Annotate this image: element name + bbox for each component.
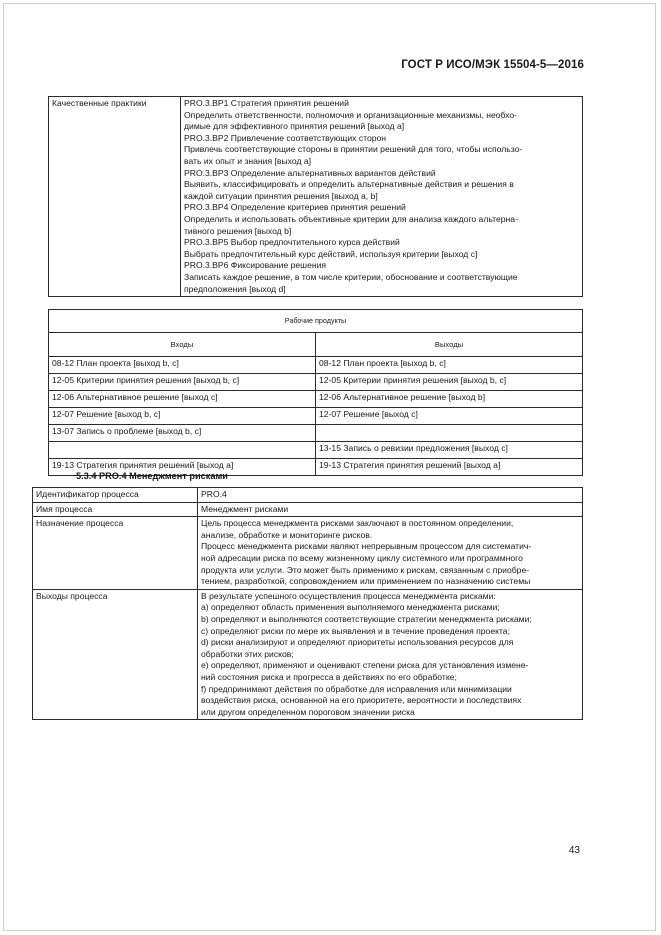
outputs-header: Выходы [316, 333, 583, 357]
input-cell: 19-13 Стратегия принятия решений [выход a] [49, 459, 316, 476]
practices-content [181, 97, 583, 297]
purpose-line: продукта или услуги. Это может быть применимо к рискам, связанным с приобре- [201, 564, 530, 575]
output-line: b) определяют и выполняются соответствующие стратегии менеджмента рисками; [201, 613, 532, 624]
work-products-title: Рабочие продукты [49, 310, 583, 333]
output-cell: 12-05 Критерии принятия решения [выход b, c] [316, 374, 583, 391]
output-cell: 19-13 Стратегия принятия решений [выход a] [316, 459, 583, 476]
output-cell: 12-06 Альтернативное решение [выход b] [316, 391, 583, 408]
practice-line: PRO.3.BP4 Определение критериев принятия решений [184, 202, 406, 213]
output-line: ний состояния риска и прогресса в действиях по его обработке; [201, 671, 457, 682]
output-line: d) риски анализируют и определяют приоритеты использования ресурсов для [201, 637, 514, 648]
document-header: ГОСТ Р ИСО/МЭК 15504-5—2016 [401, 59, 584, 71]
process-name-label: Имя процесса [33, 502, 198, 517]
process-outputs-content [198, 589, 583, 720]
process-name-value: Менеджмент рисками [198, 502, 583, 517]
table-row [49, 442, 583, 459]
practice-line: PRO.3.BP3 Определение альтернативных вариантов действий [184, 167, 436, 178]
purpose-line: Процесс менеджмента рисками являют непрерывным процессом для систематич- [201, 541, 532, 552]
practice-line: Определить и использовать объективные критерии для анализа каждого альтерна- [184, 213, 518, 224]
table-row [49, 374, 583, 391]
input-cell: 08-12 План проекта [выход b, c] [49, 357, 316, 374]
practice-line: димые для эффективного принятия решений [выход a] [184, 121, 405, 132]
output-line: воздействия риска, основанной на его приоритете, вероятности и последствиях [201, 695, 522, 706]
output-line: e) определяют, применяют и оценивают степени риска для установления измене- [201, 660, 529, 671]
table-row [49, 408, 583, 425]
purpose-line: Цель процесса менеджмента рисками заключают в постоянном определении, [201, 518, 514, 529]
work-products-table [48, 309, 583, 476]
practices-table [48, 96, 583, 297]
section-heading: 5.3.4 PRO.4 Менеджмент рисками [76, 471, 228, 481]
output-cell [316, 425, 583, 442]
table-row [49, 357, 583, 374]
practice-line: PRO.3.BP2 Привлечение соответствующих сторон [184, 132, 387, 143]
practices-label: Качественные практики [49, 97, 181, 297]
input-cell: 12-07 Решение [выход b, c] [49, 408, 316, 425]
process-id-label: Идентификатор процесса [33, 488, 198, 503]
process-purpose-content [198, 517, 583, 590]
output-line: a) определяют область применения выполняемого менеджмента рисками; [201, 602, 500, 613]
practice-line: PRO.3.BP6 Фиксирование решения [184, 260, 327, 271]
output-cell: 13-15 Запись о ревизии предложения [выход c] [316, 442, 583, 459]
output-line: или другом определенном пороговом значении риска [201, 706, 415, 717]
practice-line: каждой ситуации принятия решения [выход a, b] [184, 190, 378, 201]
process-table [32, 487, 583, 720]
process-outputs-label: Выходы процесса [33, 589, 198, 720]
purpose-line: ной адресации риска по всему жизненному циклу системного или программного [201, 552, 523, 563]
inputs-header: Входы [49, 333, 316, 357]
output-line: обработки этих рисков; [201, 648, 294, 659]
output-line: В результате успешного осуществления процесса менеджмента рисками: [201, 590, 496, 601]
output-line: f) предпринимают действия по обработке для исправления или минимизации [201, 683, 512, 694]
input-cell: 12-06 Альтернативное решение [выход c] [49, 391, 316, 408]
output-line: c) определяют риски по мере их выявления и в течение проведения проекта; [201, 625, 510, 636]
purpose-line: тением, разработкой, сопровождением или применением по назначению системы [201, 576, 531, 587]
practice-line: Записать каждое решение, в том числе критерии, обоснование и соответствующие [184, 271, 518, 282]
practice-line: вать их опыт и знания [выход a] [184, 155, 312, 166]
practice-line: PRO.3.BP1 Стратегия принятия решений [184, 98, 349, 108]
practice-line: PRO.3.BP5 Выбор предпочтительного курса действий [184, 237, 400, 248]
output-cell: 08-12 План проекта [выход b, c] [316, 357, 583, 374]
output-cell: 12-07 Решение [выход c] [316, 408, 583, 425]
input-cell: 13-07 Запись о проблеме [выход b, c] [49, 425, 316, 442]
process-purpose-label: Назначение процесса [33, 517, 198, 590]
input-cell [49, 442, 316, 459]
practice-line: Привлечь соответствующие стороны в принятии решений для того, чтобы использо- [184, 144, 523, 155]
practice-line: тивного решения [выход b] [184, 225, 292, 236]
page-number: 43 [568, 845, 580, 856]
practice-line: предположения [выход d] [184, 283, 286, 294]
practice-line: Выявить, классифицировать и определить альтернативные действия и решения в [184, 179, 514, 190]
purpose-line: анализе, обработке и мониторинге рисков. [201, 529, 373, 540]
practice-line: Выбрать предпочтительный курс действий, используя критерии [выход c] [184, 248, 478, 259]
practice-line: Определить ответственности, полномочия и организационные механизмы, необхо- [184, 109, 518, 120]
process-id-value: PRO.4 [198, 488, 583, 503]
table-row [49, 391, 583, 408]
input-cell: 12-05 Критерии принятия решения [выход b, c] [49, 374, 316, 391]
table-row [49, 425, 583, 442]
